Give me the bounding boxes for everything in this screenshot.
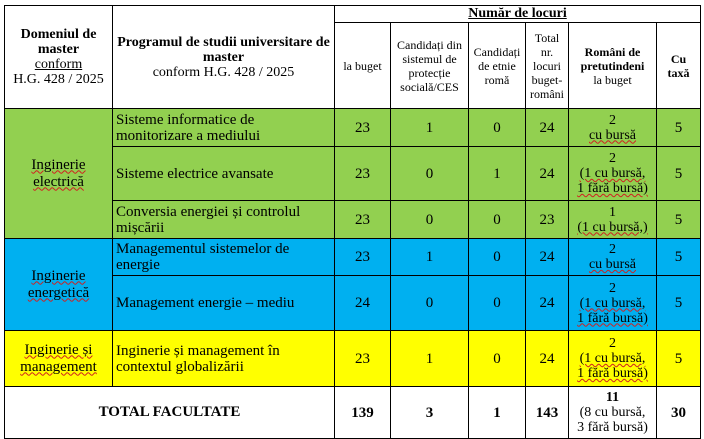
header-abroad-title: Români de pretutindeni <box>580 44 645 73</box>
budget-cell: 23 <box>335 239 391 276</box>
header-budget: la buget <box>335 23 391 109</box>
budget-cell: 24 <box>335 276 391 331</box>
total-cell: 24 <box>526 109 569 147</box>
abroad-line-1: (1 cu bursă, <box>579 351 646 366</box>
abroad-line-1: (1 cu bursă, <box>579 295 646 311</box>
budget-cell: 23 <box>335 109 391 147</box>
abroad-line-1: (1 cu bursă,) <box>577 219 648 235</box>
fee-cell: 5 <box>657 109 701 147</box>
total-cell: 23 <box>526 201 569 239</box>
header-program-sub: conform H.G. 428 / 2025 <box>152 64 295 80</box>
abroad-line-2: 1 fără bursă) <box>577 366 648 381</box>
total-roma: 1 <box>469 387 526 439</box>
abroad-count: 1 <box>609 204 616 220</box>
total-row <box>5 387 701 439</box>
social-cell: 1 <box>391 239 469 276</box>
roma-cell: 1 <box>469 147 526 201</box>
budget-cell: 23 <box>335 201 391 239</box>
header-fee: Cu taxă <box>657 23 701 109</box>
abroad-cell <box>569 109 657 147</box>
abroad-line-2: 1 fără bursă) <box>577 181 648 196</box>
total-cell: 24 <box>526 147 569 201</box>
total-abroad <box>569 387 657 439</box>
abroad-line-1: cu bursă <box>588 257 637 272</box>
roma-cell: 0 <box>469 201 526 239</box>
total-budget: 139 <box>335 387 391 439</box>
admission-places-table <box>4 5 701 439</box>
admission-places-table-page <box>4 5 701 439</box>
program-cell: Sisteme electrice avansate <box>113 147 335 201</box>
header-roma: Candidați de etnie romă <box>469 23 526 109</box>
budget-cell: 23 <box>335 331 391 387</box>
total-cell: 24 <box>526 276 569 331</box>
header-abroad-sub: la buget <box>593 72 632 87</box>
header-places-group: Număr de locuri <box>335 6 701 23</box>
table-row <box>5 331 701 387</box>
total-cell: 24 <box>526 331 569 387</box>
abroad-cell <box>569 239 657 276</box>
fee-cell: 5 <box>657 239 701 276</box>
header-domain <box>5 6 113 109</box>
program-cell: Inginerie și management în contextul globalizării <box>113 331 335 387</box>
program-cell: Sisteme informatice de monitorizare a mediului <box>113 109 335 147</box>
total-fee: 30 <box>657 387 701 439</box>
social-cell: 0 <box>391 276 469 331</box>
roma-cell: 0 <box>469 331 526 387</box>
social-cell: 0 <box>391 147 469 201</box>
table-row <box>5 109 701 147</box>
roma-cell: 0 <box>469 276 526 331</box>
abroad-count: 2 <box>609 336 616 351</box>
fee-cell: 5 <box>657 276 701 331</box>
abroad-cell <box>569 331 657 387</box>
roma-cell: 0 <box>469 239 526 276</box>
social-cell: 0 <box>391 201 469 239</box>
domain-label: Inginerie și management <box>20 341 97 375</box>
total-sum: 143 <box>526 387 569 439</box>
domain-label: Inginerie energetică <box>27 267 90 301</box>
domain-cell <box>5 239 113 331</box>
fee-cell: 5 <box>657 201 701 239</box>
domain-cell <box>5 109 113 239</box>
domain-cell <box>5 331 113 387</box>
abroad-line-2: 1 fără bursă) <box>577 310 648 326</box>
fee-cell: 5 <box>657 331 701 387</box>
header-domain-title: Domeniul de master <box>20 27 97 57</box>
abroad-cell <box>569 147 657 201</box>
fee-cell: 5 <box>657 147 701 201</box>
header-domain-sub1: conform <box>34 57 83 72</box>
header-program <box>113 6 335 109</box>
abroad-count: 2 <box>609 151 616 166</box>
program-cell: Management energie – mediu <box>113 276 335 331</box>
abroad-cell <box>569 276 657 331</box>
header-abroad <box>569 23 657 109</box>
total-social: 3 <box>391 387 469 439</box>
program-cell: Conversia energiei și controlul mișcării <box>113 201 335 239</box>
header-program-title: Programul de studii universitare de master <box>117 34 330 65</box>
abroad-count: 2 <box>609 280 616 296</box>
abroad-line-1: cu bursă <box>588 127 637 143</box>
domain-label: Inginerie electrică <box>31 156 86 190</box>
budget-cell: 23 <box>335 147 391 201</box>
table-row <box>5 239 701 276</box>
abroad-count: 2 <box>609 112 616 128</box>
social-cell: 1 <box>391 331 469 387</box>
total-cell: 24 <box>526 239 569 276</box>
total-abroad-line-1: (8 cu bursă, <box>579 405 646 420</box>
total-abroad-line-2: 3 fără bursă) <box>577 420 648 435</box>
header-domain-sub2: H.G. 428 / 2025 <box>13 72 104 87</box>
abroad-line-1: (1 cu bursă, <box>579 166 646 181</box>
total-label: TOTAL FACULTATE <box>5 387 335 439</box>
program-cell: Managementul sistemelor de energie <box>113 239 335 276</box>
roma-cell: 0 <box>469 109 526 147</box>
header-social: Candidați din sistemul de protecție socială/CES <box>391 23 469 109</box>
header-total: Total nr. locuri buget-români <box>526 23 569 109</box>
social-cell: 1 <box>391 109 469 147</box>
total-abroad-count: 11 <box>605 390 620 405</box>
abroad-cell <box>569 201 657 239</box>
abroad-count: 2 <box>609 242 616 257</box>
